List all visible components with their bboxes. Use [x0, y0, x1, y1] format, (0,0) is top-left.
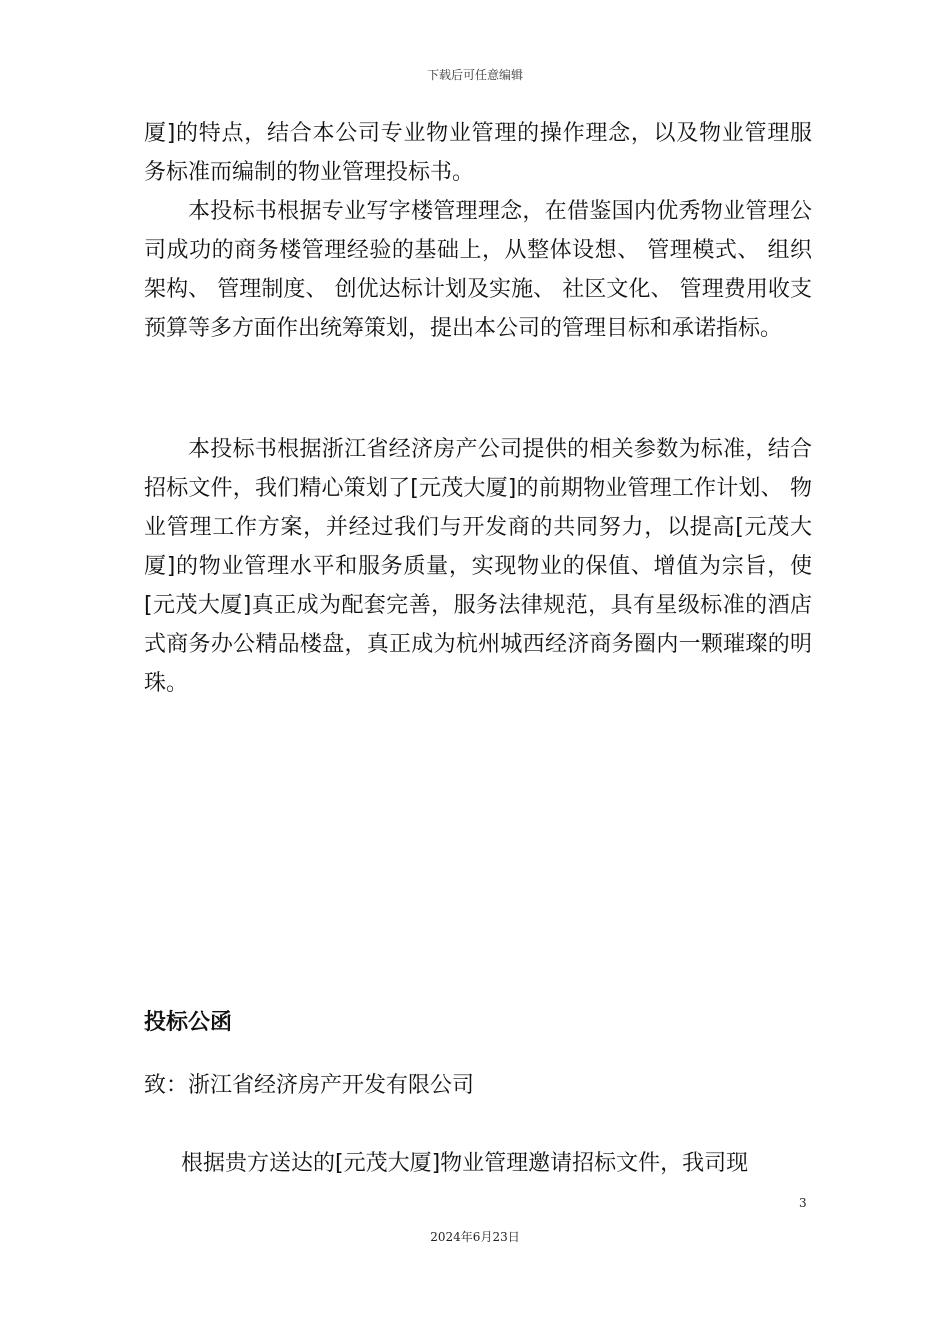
- body-paragraph-3: 本投标书根据浙江省经济房产公司提供的相关参数为标准，结合招标文件，我们精心策划了[元茂大厦]的前期物业管理工作计划、 物业管理工作方案，并经过我们与开发商的共同努力，以提高[元茂大厦]的物业管理水平和服务质量，实现物业的保值、增值为宗旨，使[元茂大厦]真正成为配套完善，服务法律规范，具有星级标准的酒店式商务办公精品楼盘，真正成为杭州城西经济商务圈内一颗璀璨的明珠。: [144, 437, 812, 696]
- body-paragraph-1: 厦]的特点，结合本公司专业物业管理的操作理念，以及物业管理服务标准而编制的物业管理投标书。: [144, 121, 812, 185]
- page-footer-date: 2024年6月23日: [430, 1230, 520, 1244]
- body-paragraph-2: 本投标书根据专业写字楼管理理念，在借鉴国内优秀物业管理公司成功的商务楼管理经验的基础上，从整体设想、 管理模式、 组织架构、 管理制度、 创优达标计划及实施、 社区文化、 管理费用收支预算等多方面作出统筹策划，提出本公司的管理目标和承诺指标。: [144, 199, 812, 341]
- page-header-note: 下载后可任意编辑: [426, 68, 523, 82]
- page-number: 3: [799, 1196, 807, 1210]
- addressee-line: 致：浙江省经济房产开发有限公司: [144, 1073, 475, 1098]
- body-paragraph-4: 根据贵方送达的[元茂大厦]物业管理邀请招标文件，我司现: [181, 1151, 749, 1176]
- section-heading: 投标公函: [144, 1010, 233, 1035]
